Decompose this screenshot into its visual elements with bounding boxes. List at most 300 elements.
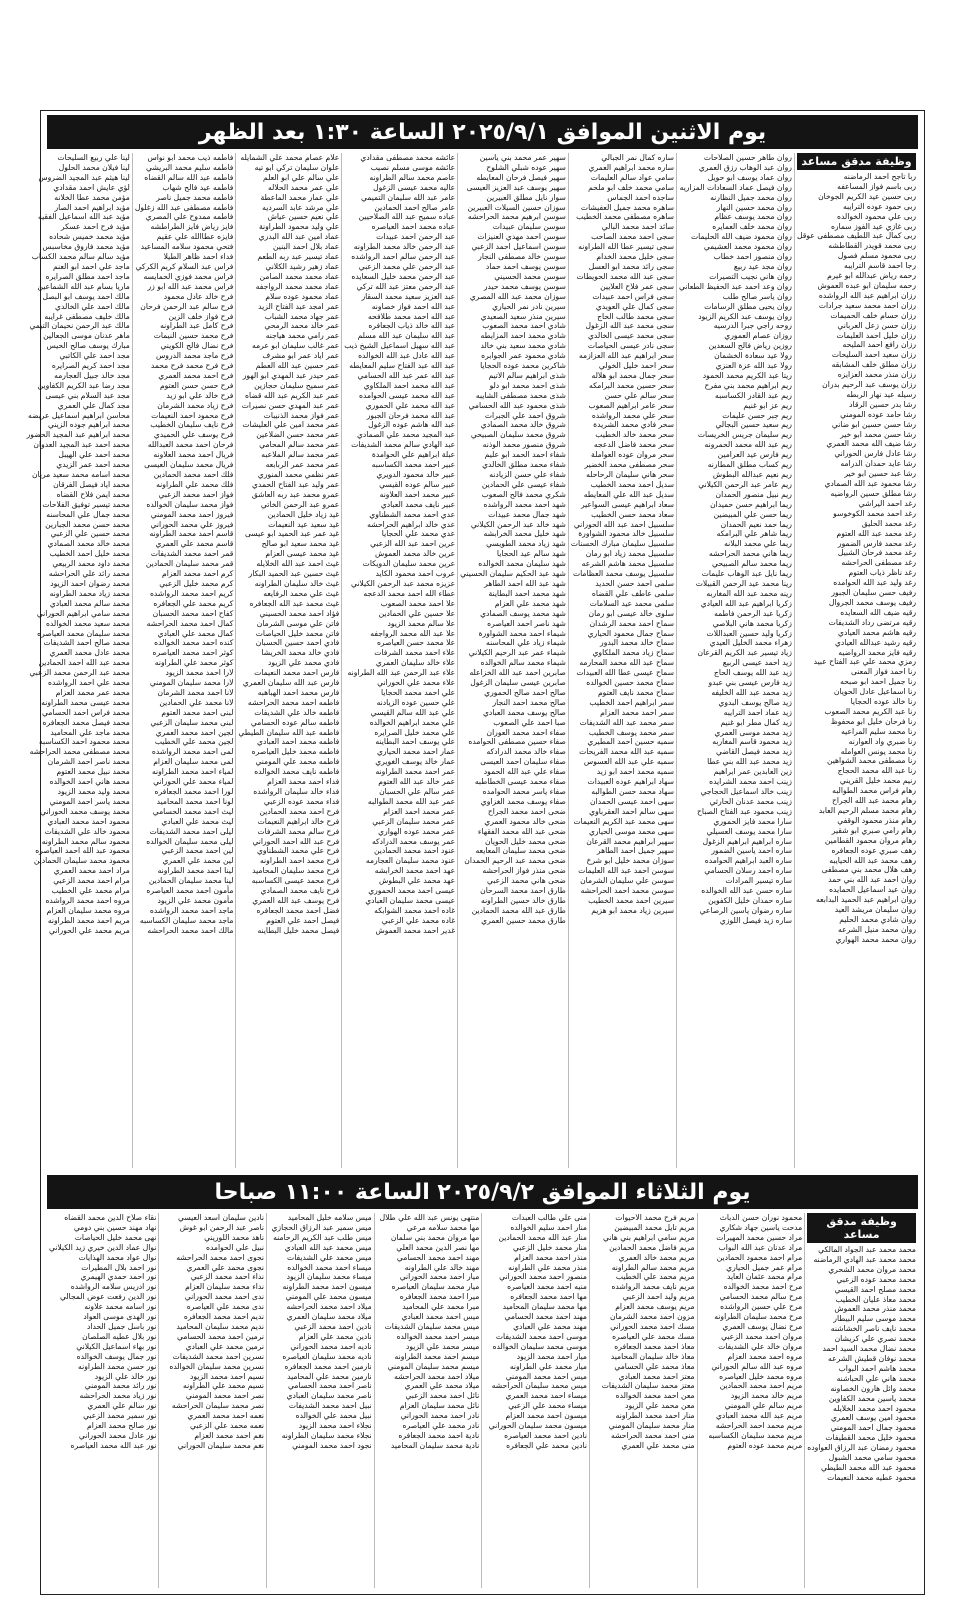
candidate-name: عمر جهاد محمد الشباب <box>264 311 340 321</box>
candidate-name: نعمه محمد علي الزعبي <box>190 1421 265 1431</box>
candidate-name: مها احمد محمد الجعافره <box>510 1292 587 1302</box>
candidate-name: سهير جميل احمد الطاهر <box>596 846 674 856</box>
candidate-name: نادر احمد محمد الحوراني <box>400 1411 480 1421</box>
candidate-name: مؤيد ابراهيم احمد الصار <box>54 202 130 212</box>
candidate-name: ساره رضوان ياسين الرصاعي <box>699 905 792 915</box>
candidate-name: رنا خالد عوده الحجايا <box>850 697 916 707</box>
candidate-name: رفيف حسن سليمان الجبور <box>831 588 916 598</box>
candidate-name: معتز محمد سليمان الشديفات <box>601 1381 695 1391</box>
candidate-name: محمد فيصل محمد الجعافره <box>42 717 130 727</box>
candidate-name: روان مجد عيد ربيع <box>733 261 792 271</box>
candidate-name: فيروز علي محمد الحوراني <box>150 519 234 529</box>
candidate-name: عيسى احمد محمد الحموري <box>368 886 456 896</box>
candidate-name: فايز رياض فايز الطراطشه <box>150 222 234 232</box>
candidate-name: قاسم احمد محمد الطراونه <box>149 529 234 539</box>
candidate-name: مها نصر الدين محمد العلي <box>396 1242 480 1252</box>
candidate-name: رغد مصطفى الحراحشه <box>841 558 916 568</box>
candidate-name: مروان احمد محمد الزعبي <box>721 1331 803 1341</box>
candidate-name: عدي محمد علي الحجايا <box>381 529 456 539</box>
name-column <box>266 1213 374 1588</box>
candidate-name: ضحى محمد خليل الحويان <box>485 836 566 846</box>
candidate-name: ماجد احمد محمد الرواشده <box>149 905 234 915</box>
candidate-name: عرين محمد سليمان الدويكات <box>362 559 456 569</box>
candidate-name: سجى خليل محمد الخدام <box>596 252 674 262</box>
candidate-name: عمر يوسف محمد الدرادكه <box>371 836 456 846</box>
candidate-name: عمر حسين عبد الله العطم <box>255 361 340 371</box>
candidate-name: موسى احمد محمد الشديفات <box>495 1331 587 1341</box>
candidate-name: ميسر محمد علي الزيود <box>405 1341 480 1351</box>
candidate-name: ربا تاجح احمد الرماضنه <box>843 172 916 181</box>
candidate-name: عبير احمد محمد الكساسبه <box>371 460 456 470</box>
candidate-name: ناصر محمد سليمان العبادي <box>286 1391 372 1401</box>
candidate-name: عبد الرحمن محمد خليل السعايده <box>351 271 456 281</box>
candidate-name: عبد الله سليمان عبد الله مسلم <box>357 331 456 341</box>
candidate-name: زين العابدين عمر ابراهيم <box>713 767 792 777</box>
candidate-name: مرح محمد سليمان الطراونه <box>714 1312 803 1322</box>
candidate-name: سهير يوسف عبد العزيز العيسى <box>466 182 566 192</box>
candidate-name: روان يحيى مطلق الرسامات <box>704 301 792 311</box>
candidate-name: محمد مصطفى محمد الحراحشه <box>29 747 130 757</box>
candidate-name: روان منصور احمد خطاب <box>713 252 792 262</box>
candidate-name: نديم محمد سليمان المحاميد <box>176 1321 265 1331</box>
candidate-name: شيماء عمر عبد الرحيم الكيلاني <box>468 648 566 658</box>
candidate-name: فواز محمد سليمان الخوالده <box>146 499 234 509</box>
candidate-name: ميس محمد سليمان الحراحشه <box>491 1381 587 1391</box>
candidate-name: صابرين عيسى سليمان الزغول <box>470 678 566 688</box>
candidate-name: مهند احمد محمد الحسامي <box>504 1312 587 1322</box>
name-column <box>457 153 568 1168</box>
candidate-name: مؤيد محمد فاروق مخاسبس <box>42 242 130 252</box>
candidate-name: فرح يوسف عبد الله العمري <box>252 895 340 905</box>
candidate-name: سجى عمر فلاح العلايين <box>600 281 674 291</box>
candidate-name: عبد الله عبد الفتاح سليم المعايطه <box>349 361 456 371</box>
candidate-name: رزان رافع احمد المليحه <box>842 340 916 350</box>
candidate-name: فرح سالم محمد الشرفات <box>257 826 340 836</box>
candidate-name: نرمين محمد علي العبادي <box>185 1341 265 1351</box>
candidate-name: علي حسين عوده الزيادنه <box>376 697 456 707</box>
candidate-name: مريم محمد خالد العمري <box>618 1252 695 1262</box>
candidate-name: نغم محمد سليمان الحوراني <box>177 1440 265 1450</box>
candidate-name: لين محمد علي العمري <box>162 856 234 866</box>
candidate-name: سلمى عاطف علي القضاه <box>591 588 674 598</box>
candidate-name: محمد زياد محمد الطراونه <box>49 588 130 598</box>
candidate-name: مالك خليف مصطفى غرايبه <box>44 311 130 321</box>
name-column <box>676 153 794 1168</box>
candidate-name: ميار احمد محمد الزيود <box>516 1351 587 1361</box>
candidate-name: فرح محمد سليمان المحاميد <box>252 866 340 876</box>
candidate-name: محمد عادل محمد العمري <box>49 648 130 658</box>
candidate-name: شيماء زياد علي المحاسنه <box>486 638 566 648</box>
candidate-name: سلمى احمد حسن الحديد <box>595 578 674 588</box>
candidate-name: فريال احمد محمد العلاونه <box>153 450 234 460</box>
candidate-name: فاطمه خالد علي الشديفات <box>254 707 340 717</box>
candidate-name: زيد محمد موسى العمري <box>714 727 792 737</box>
candidate-name: رقيه مرتضى رداد الشديفات <box>828 617 916 627</box>
candidate-name: ضحى محمد عبد الرحيم الحمدان <box>464 856 566 866</box>
candidate-name: علاء عبد الرحمن عبد الله الطراونه <box>347 668 456 678</box>
candidate-name: فريال محمد سليمان العيسى <box>144 460 234 470</box>
candidate-name: رغد احمد محمد الكوخوسو <box>833 508 916 518</box>
candidate-name: ساره احمد ياسين الضمور <box>711 846 792 856</box>
candidate-name: روان ابراهيم عبد الحميد البدابعه <box>815 895 916 905</box>
candidate-name: محمد هاني احمد الخوالده <box>49 777 130 787</box>
candidate-name: نجود احمد محمد المومني <box>292 1440 372 1450</box>
candidate-name: كريم محمد علي الجعافره <box>153 598 234 608</box>
candidate-name: مريم يوسف محمد العزام <box>615 1302 695 1312</box>
candidate-name: ميلاد محمد سليمان العمري <box>286 1312 372 1322</box>
candidate-name: شروق منصور محمد الوذنه <box>482 440 566 450</box>
candidate-name: ربى حسين عيد الكريم الجوخان <box>818 191 916 201</box>
candidate-name: ميسون محمد سليمان الحوراني <box>488 1421 587 1431</box>
candidate-name: محمود جمال احمد المومني <box>830 1423 916 1433</box>
candidate-name: فرحان احمد محمد العبدالله <box>147 440 234 450</box>
candidate-name: رينه محمد عبد الله المغاربه <box>706 588 792 598</box>
candidate-name: ساره محمد ابراهيم العمري <box>588 162 674 172</box>
candidate-name: نصر محمد سليمان الحراحشه <box>171 1401 265 1411</box>
candidate-name: رنا فرحان خليل ابو محفوظ <box>830 716 916 726</box>
name-column <box>568 153 676 1168</box>
candidate-name: عدي احمد محمد الشطناوي <box>369 509 456 519</box>
candidate-name: ناديه محمد سليمان العياصره <box>282 1351 372 1361</box>
candidate-name: محمد رضوان احمد الزيود <box>50 578 130 588</box>
candidate-name: رشا محمود عبد الله الصمادي <box>824 479 916 489</box>
candidate-name: رزان يوسف عبد الرحيم بدران <box>822 380 916 390</box>
candidate-name: رهف هلال محمد بني مصطفى <box>821 865 916 875</box>
candidate-name: منار محمد خليل الزعبي <box>512 1242 587 1252</box>
candidate-name: لجين احمد محمد العمري <box>155 727 234 737</box>
candidate-name: صفاء حسين مصطفى الحوامده <box>468 737 566 747</box>
candidate-name: فاطمه نايف محمد الخوالده <box>254 767 340 777</box>
candidate-name: علوان سليمان تركي ابو تيه <box>254 162 340 172</box>
candidate-name: ميسون احمد محمد الطراونه <box>282 1282 372 1292</box>
candidate-name: سارا محمد فايز الحموري <box>713 816 792 826</box>
candidate-name: سماح زياد محمد الملكاوي <box>592 648 674 658</box>
candidate-name: محاسن ابراهيم اسماعيل عريضه <box>28 410 130 420</box>
candidate-name: مريم احمد محمد الحمادين <box>719 1381 803 1391</box>
candidate-name: موسى محمد سليمان الخوالده <box>492 1341 587 1351</box>
candidate-name: سهى سالم احمد العقرباوي <box>589 806 674 816</box>
candidate-name: ليلى محمد سليمان الخوالده <box>146 836 234 846</box>
candidate-name: سحر محمد فاضل الدعجه <box>593 440 674 450</box>
candidate-name: زينب محمود عبد الفتاح الصباح <box>697 806 792 816</box>
candidate-name: سلمى محمد عيد السلامات <box>589 598 674 608</box>
candidate-name: غيث خالد سليمان الطراونه <box>254 578 340 588</box>
candidate-name: مريم فرح محمد الاحيوات <box>615 1213 695 1222</box>
candidate-name: رشا بدر حسين الرقاد <box>849 399 916 409</box>
candidate-name: سيرين منذر سعيد الصعيدي <box>480 311 566 321</box>
candidate-name: ساهره محمد جميل العفيشات <box>580 202 674 212</box>
candidate-name: نور عبد الله محمد العياصره <box>70 1440 157 1450</box>
candidate-name: فداء احمد محمد العزام <box>267 777 340 787</box>
candidate-name: نسيم احمد محمد الزيود <box>189 1371 265 1381</box>
candidate-name: فرح كامل عبد الطراونه <box>160 321 234 331</box>
candidate-name: رهام فراس محمد الطوالبه <box>832 786 916 796</box>
candidate-name: فرح نضال فالح الكويني <box>160 341 234 351</box>
candidate-name: سميه حسين احمد المطيري <box>587 737 674 747</box>
candidate-name: فارس محمد احمد الهباهبه <box>257 687 340 697</box>
candidate-name: عمر سميح سليمان حجازين <box>254 380 340 390</box>
candidate-name: محمد محمد عوده الزعبي <box>836 1274 916 1284</box>
candidate-name: فايزه عطاالله علي عقيم <box>156 232 234 242</box>
candidate-name: فاطمه عبد الله سالم القضاه <box>144 172 234 182</box>
candidate-name: لمياء احمد محمد الطراونه <box>151 767 234 777</box>
candidate-name: عبد الرحمن معتز عبد الله تركي <box>356 281 456 291</box>
candidate-name: ميس محمد علي الشديفات <box>287 1252 372 1262</box>
candidate-name: محمد رائد علي الحراحشه <box>48 569 130 579</box>
candidate-name: رهام محمد عبد الله الجراح <box>831 796 916 806</box>
candidate-name: محمد خليل احمد الخطيب <box>49 549 130 559</box>
candidate-name: ميسم احمد محمد الطراونه <box>394 1351 480 1361</box>
candidate-name: ريما محمد سالم الصبيحي <box>712 559 792 569</box>
candidate-name: فرح خالد عادل محمود <box>163 291 234 301</box>
candidate-name: ريم نعيم عبدالله البطوش <box>712 470 792 479</box>
candidate-name: لارا احمد محمد الزيود <box>165 668 234 678</box>
candidate-name: علي احمد محمد الحجايا <box>381 687 456 697</box>
candidate-name: نسيم محمد علي الطراونه <box>183 1381 265 1391</box>
candidate-name: سماح خالد محمد البدور <box>600 638 674 648</box>
candidate-name: فراس عبد السلام كريم الكركي <box>135 261 234 271</box>
candidate-name: رزان حسام خلف الحميمات <box>830 310 916 320</box>
candidate-name: سجى فراس احمد عبيدات <box>592 291 674 301</box>
candidate-name: مريم تايل محمد المبيضين <box>614 1222 695 1232</box>
candidate-name: مراد احمد محمد العمري <box>53 866 130 876</box>
candidate-name: رنا محمد يونس العوامله <box>840 746 916 756</box>
candidate-name: زيد محمد عبد الله الخليفه <box>711 687 792 697</box>
candidate-name: غيث محمد عبد الله الجعافره <box>249 598 340 608</box>
candidate-name: رنا جميل احمد ابو صبحه <box>840 677 916 687</box>
candidate-name: عامر عبد الله سليمان التميمي <box>361 192 456 202</box>
candidate-name: محمد ناصر احمد الشرمان <box>47 757 130 767</box>
candidate-name: نور بلال عطيه الصلصان <box>82 1331 157 1341</box>
candidate-name: نبيل محمد علي الخوالده <box>295 1411 372 1421</box>
candidate-name: عمر سالم علي الحسبان <box>379 787 456 796</box>
candidate-name: روان وعد احمد عبد الحفيظ الطعاني <box>678 281 792 291</box>
candidate-name: رشا حامد عوده المومني <box>840 409 916 419</box>
candidate-name: سهاد محمد حسن الطوالبه <box>591 787 674 796</box>
candidate-name: روان يوسف عبد الكريم الزيود <box>698 311 792 321</box>
candidate-name: فيصل احمد علي العتوم <box>266 915 340 925</box>
candidate-name: سهير فيصل فرحان المعايطه <box>476 172 566 182</box>
candidate-name: رجا احمد قاسم الترايبه <box>844 261 916 271</box>
candidate-name: لارا محمد سليمان المومني <box>149 678 234 688</box>
candidate-name: سماح عيسى عطا الله العبيدات <box>576 668 674 678</box>
candidate-name: مأمون احمد محمد العياصره <box>146 886 234 896</box>
candidate-name: ساهره مصطفى محمد الخطيب <box>576 212 674 222</box>
session-two-title: يوم الثلاثاء الموافق ٢٠٢٥/٩/٢ الساعة ١١:٠٠ صباحا <box>214 1179 751 1205</box>
candidate-name: عبد الهادي سالم محمد الشديفات <box>351 440 456 450</box>
candidate-name: نور سمير محمد الزعبي <box>83 1411 157 1421</box>
candidate-name: سحر هاني سليمان الرحاحله <box>586 470 674 479</box>
candidate-name: محمد اسامه محمد سعيد مريان <box>31 470 130 479</box>
candidate-name: منى علي طالب العبدات <box>511 1213 587 1222</box>
candidate-name: محمد نضال محمد السيد احمد <box>822 1344 916 1354</box>
candidate-name: ميس احمد محمد العبادي <box>401 1312 480 1322</box>
candidate-name: رنا عبد الله محمد الحجاج <box>837 766 916 776</box>
candidate-name: كوثر محمد علي الطراونه <box>154 658 234 668</box>
candidate-name: محمود خليل محمد القطيفات <box>825 1433 916 1443</box>
candidate-name: عمر عبد المهدي حسن نصيرات <box>241 400 340 410</box>
candidate-name: شادي محمود عمر الجوابره <box>481 351 566 361</box>
candidate-name: سوسن محمد احمد الحراحشه <box>580 886 674 896</box>
candidate-name: روان محمد محمد الهواري <box>835 934 916 944</box>
candidate-name: عمر محمد حسن الضلاعين <box>256 430 340 440</box>
candidate-name: محمد عبد الله احمد الحمادين <box>38 658 130 668</box>
candidate-name: مرام احمد محمود الحمادين <box>716 1252 803 1262</box>
candidate-name: ميساء احمد محمد العمري <box>505 1391 587 1401</box>
candidate-name: رشا ضيف الله محمد العمري <box>826 439 916 449</box>
candidate-name: زيد محمود قاسم المغاربه <box>712 737 792 747</box>
candidate-name: ماجد احمد مطلق الصرايره <box>45 271 130 281</box>
candidate-name: علي عمار محمد الماعطة <box>260 192 340 202</box>
candidate-name: شفاء محمد مطلق الخالدي <box>482 460 566 470</box>
candidate-name: زكريا محمد هاني البلاصي <box>712 618 792 628</box>
candidate-name: محمد نصري علي كريشان <box>834 1334 916 1344</box>
candidate-name: فراس محمد عبد الله ابو زر <box>147 281 234 291</box>
candidate-name: فيصل محمد خليل البطاينه <box>257 925 340 935</box>
candidate-name: سوسن يوسف احمد حماد <box>485 261 566 271</box>
candidate-name: علاء خالد سليمان العمري <box>375 658 456 668</box>
candidate-name: نهى محمد خليل الحياصات <box>74 1232 157 1242</box>
candidate-name: مالك احمد علي الخالدي <box>55 301 130 311</box>
candidate-name: فيروز احمد محمد المومني <box>150 509 234 519</box>
candidate-name: رغد محمد الحليق <box>861 518 916 528</box>
candidate-name: ربى كمال عبد اللطيف مصطفى عوقل <box>796 231 916 241</box>
name-column <box>374 1213 482 1588</box>
candidate-name: مريم نايف محمد الرواشده <box>611 1282 695 1292</box>
candidate-name: فرح خالد علي ابو زيد <box>166 390 234 400</box>
candidate-name: طارق عبد الله محمد الحمادين <box>471 905 566 915</box>
candidate-name: منار احمد سليم الخوالده <box>510 1222 587 1232</box>
candidate-name: ريم سليمان جريس الخريسات <box>697 430 792 440</box>
candidate-name: زيد كمال مطر ابو غنيم <box>720 717 792 727</box>
candidate-name: روان محمد جميل النظارنه <box>710 192 792 202</box>
candidate-name: محمد ماجد علي المحاميد <box>50 727 130 737</box>
candidate-name: زيد محمد فيصل القاضي <box>716 747 792 757</box>
candidate-name: عباده محمد احمد العياصره <box>371 222 456 232</box>
candidate-name: فاطمه ممدوح علي المصري <box>145 212 234 222</box>
candidate-name: رشا حسن حسين ابو ضاني <box>831 419 916 429</box>
candidate-name: عبير خالد محمود الدويري <box>376 470 456 479</box>
candidate-name: سوسن سليمان عبيدات <box>492 222 566 232</box>
candidate-name: صالح احمد صالح الحموري <box>484 687 566 697</box>
candidate-name: عامر صالح احمد الحمادين <box>374 202 456 212</box>
candidate-name: زكريا وليد حسين العبداللات <box>706 628 792 638</box>
candidate-name: شادي محمد سعيد بني خالد <box>480 341 566 351</box>
candidate-name: محمد داود محمد الربيعي <box>52 559 130 569</box>
candidate-name: محمد ياسر احمد المومني <box>49 796 130 806</box>
candidate-name: رزان سعيد احمد السليحات <box>831 350 916 360</box>
candidate-name: طارق محمد حسين العمري <box>481 915 566 925</box>
candidate-name: رقيه رشيد عبدالله العيادي <box>834 637 916 647</box>
candidate-name: مريم محمد سالم الطراونه <box>611 1262 695 1272</box>
candidate-name: مرح علي حسين الرواشده <box>720 1302 803 1312</box>
candidate-name: صفاء محمد عيسى الخطاطبه <box>474 777 566 787</box>
candidate-name: روان ياسر صالح طلب <box>722 291 792 301</box>
candidate-name: نادين محمد علي الجعافره <box>506 1440 587 1450</box>
candidate-name: محمد حسن محمد الجبارين <box>45 519 130 529</box>
candidate-name: ربى علي محمود الخوالده <box>836 211 916 221</box>
candidate-name: ريما حمد نعيم الحمدان <box>720 519 792 529</box>
name-column <box>158 1213 266 1588</box>
candidate-name: مروه احمد محمد العزام <box>727 1351 803 1361</box>
candidate-name: رنا احمد فواز المعنى <box>851 667 916 677</box>
candidate-name: فرح عبد الله احمد الحوراني <box>252 836 340 846</box>
candidate-name: ريم سعيد حسين البجالي <box>715 420 792 430</box>
candidate-name: علا عبد الله محمد الرواجفه <box>370 628 456 638</box>
candidate-name: سديل احمد محمد الخطيب <box>590 479 674 489</box>
candidate-name: شهد جمال محمد عبيدات <box>488 509 566 519</box>
candidate-name: ميار احمد محمد الحوراني <box>399 1272 480 1282</box>
candidate-name: نجلاء محمد سليمان الطراونه <box>281 1430 372 1440</box>
candidate-name: علام عصام محمد علي الشمايله <box>240 153 340 162</box>
candidate-name: رنا محمد سليم المراعيه <box>841 726 916 736</box>
candidate-name: رنا اسماعيل عادل الحويان <box>833 687 916 697</box>
candidate-name: فرح علي محمد الشطناوي <box>256 846 340 856</box>
candidate-name: غاده احمد محمد الشوابكه <box>374 905 456 915</box>
candidate-name: نسرين محمد سليمان الخوالده <box>169 1361 265 1371</box>
candidate-name: سجى عبد الله محمد الحويطات <box>576 271 674 281</box>
candidate-name: صبا احمد علي الصعوب <box>493 717 566 727</box>
candidate-name: رينا محمد عيد الرحمن القبيلات <box>695 578 792 588</box>
candidate-name: رهف محمد عبد الله الحيايبه <box>829 855 916 865</box>
candidate-name: محمد موسى سليم البيطار <box>833 1314 916 1324</box>
candidate-name: لين احمد محمد الزعبي <box>161 846 234 856</box>
candidate-name: عماد زهير رشيد الكلاني <box>265 261 340 271</box>
candidate-name: زينب محمد عدنان الحارثي <box>709 796 792 806</box>
candidate-name: ميس طلب عبد الكريم الرحامنه <box>273 1232 372 1242</box>
candidate-name: عزيزه محمد عبد الرحمن الكيلاني <box>350 578 456 588</box>
candidate-name: محمد عيسى محمد الطراونه <box>41 697 130 707</box>
candidate-name: نجوى محمد علي العمري <box>186 1262 265 1272</box>
candidate-name: رزان خليل احمد العليمات <box>836 330 916 340</box>
candidate-name: ساجده احمد الجماس <box>607 192 674 202</box>
candidate-name: ماريا بسام عبد الله الشماعين <box>37 281 130 291</box>
candidate-name: معن احمد محمد الخوالده <box>615 1391 695 1401</box>
candidate-name: ناديه احمد محمد الحوراني <box>290 1341 372 1351</box>
candidate-name: مجد احمد علي الكاتبي <box>59 351 130 361</box>
candidate-name: ميلاد احمد محمد الحراحشه <box>286 1302 372 1312</box>
candidate-name: رهام منذر محمود الوقفي <box>837 815 916 825</box>
candidate-name: صفاء علي عبد الله الحمود <box>483 767 566 777</box>
candidate-name: ريما نايل عبد الوهاب عليمات <box>701 569 792 579</box>
candidate-name: شفاء عيسى علي الحمادين <box>481 479 566 489</box>
candidate-name: غيث حسين عبد الحميد البكار <box>248 569 340 579</box>
candidate-name: منذر محمد علي الطراونه <box>508 1262 587 1272</box>
candidate-name: علا محمد حسن العياصره <box>376 638 456 648</box>
candidate-name: مجد خالد جبيل العجارمه <box>54 370 130 380</box>
candidate-name: منار محمد سليمان المومني <box>608 1421 695 1431</box>
candidate-name: محمد خالد محمد الصمادي <box>47 539 130 549</box>
candidate-name: رشا مطلق حسين الرواضيه <box>830 489 916 498</box>
candidate-name: عائشه موسى مسلم نصيب <box>370 162 456 172</box>
candidate-name: سحر علي محمد الرواشده <box>591 410 674 420</box>
candidate-name: مراد حسين محمد المهيرات <box>716 1232 803 1242</box>
candidate-name: عمر محمد سالم الملاعبه <box>261 450 340 460</box>
candidate-name: شفاء علي حسن الزيادنه <box>489 470 566 479</box>
candidate-name: محمد هاشم احمد البواب <box>838 1363 916 1373</box>
candidate-name: علا احمد محمد الصعوب <box>380 598 456 608</box>
candidate-name: فرح يوسف علي الحميدي <box>153 430 234 440</box>
candidate-name: كمال احمد محمد الحراحشه <box>146 618 234 628</box>
candidate-name: عمر عبد الله محمد الطوالبه <box>367 796 456 806</box>
candidate-name: مروه محمد خليل العياصره <box>719 1371 803 1381</box>
candidate-name: عمر محمد سليمان الزعبي <box>372 816 456 826</box>
candidate-name: نور ادريس سلامه الرواشده <box>70 1282 157 1292</box>
candidate-name: ساره حمدان خليل الكفوين <box>708 895 792 905</box>
candidate-name: شهد عبد الحكيم سليمان الحسيني <box>460 569 566 579</box>
candidate-name: رشا عادل فارس الحوراني <box>834 449 916 459</box>
session-one <box>26 115 918 1170</box>
